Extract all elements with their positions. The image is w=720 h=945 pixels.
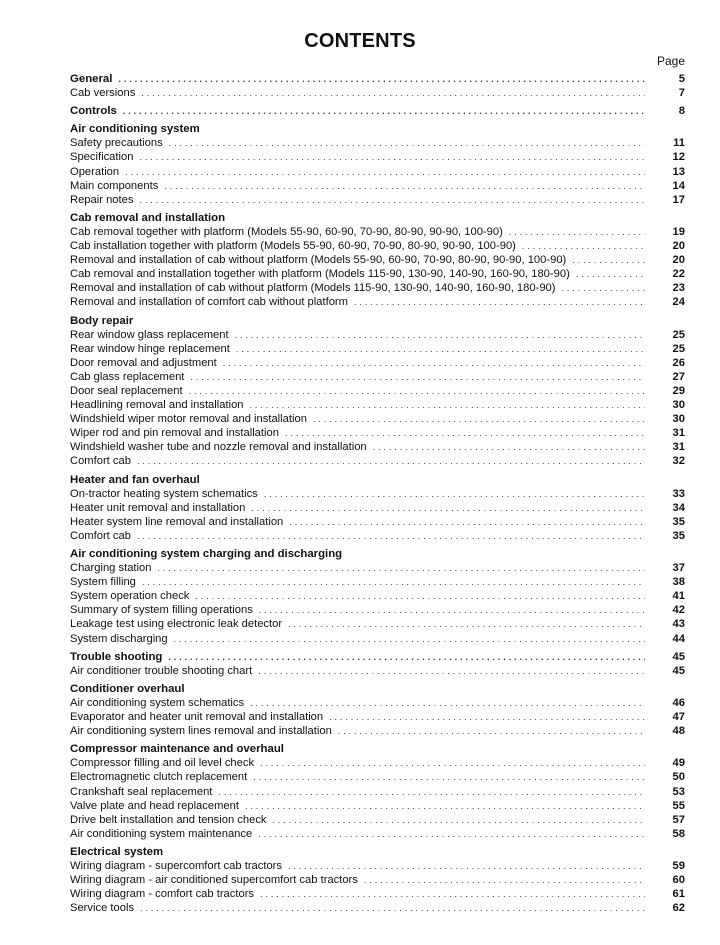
toc-entry[interactable]: [70, 501, 685, 515]
dot-leader: [273, 813, 645, 827]
toc-entry-title: Leakage test using electronic leak detector: [70, 618, 283, 631]
toc-section-heading[interactable]: [70, 122, 685, 136]
toc-page-number: 20: [672, 254, 685, 267]
toc-entry-title: Windshield washer tube and nozzle removal and installation: [70, 441, 367, 454]
toc-entry-title: General: [70, 73, 113, 85]
toc-entry-title: Windshield wiper motor removal and installation: [70, 413, 307, 426]
toc-entry[interactable]: [70, 136, 685, 150]
toc-entry-title: Headlining removal and installation: [70, 399, 244, 412]
toc-entry[interactable]: [70, 267, 685, 281]
toc-entry[interactable]: [70, 328, 685, 342]
toc-entry[interactable]: [70, 756, 685, 770]
toc-entry[interactable]: [70, 632, 685, 646]
toc-entry-title: System filling: [70, 576, 136, 589]
dot-leader: [253, 770, 645, 784]
toc-entry-title: Door removal and adjustment: [70, 356, 217, 369]
toc-page-number: 43: [672, 618, 685, 631]
dot-leader: [157, 561, 645, 575]
toc-page-number: 57: [672, 813, 685, 826]
toc-entry[interactable]: [70, 440, 685, 454]
toc-page-number: 35: [672, 515, 685, 528]
toc-page-number: 35: [672, 529, 685, 542]
toc-page-number: 24: [672, 296, 685, 309]
toc-entry[interactable]: [70, 356, 685, 370]
toc-entry-title: Operation: [70, 165, 120, 178]
dot-leader: [137, 454, 645, 468]
toc-entry[interactable]: [70, 239, 685, 253]
dot-leader: [285, 426, 645, 440]
toc-entry-title: Body repair: [70, 314, 134, 327]
dot-leader: [338, 724, 645, 738]
dot-leader: [141, 86, 645, 100]
toc-entry[interactable]: [70, 561, 685, 575]
toc-entry[interactable]: [70, 281, 685, 295]
toc-entry-title: Comfort cab: [70, 455, 131, 468]
dot-leader: [235, 328, 645, 342]
toc-entry[interactable]: [70, 295, 685, 309]
dot-leader: [223, 356, 645, 370]
dot-leader: [218, 785, 645, 799]
toc-entry-title: Summary of system filling operations: [70, 604, 253, 617]
toc-entry-title: Air conditioning system: [70, 123, 200, 136]
toc-page-number: 7: [678, 87, 685, 100]
toc-entry-title: Valve plate and head replacement: [70, 799, 239, 812]
dot-leader: [354, 295, 645, 309]
toc-entry[interactable]: [70, 225, 685, 239]
toc-page-number: 45: [672, 664, 685, 677]
toc-entry-title: Compressor filling and oil level check: [70, 757, 255, 770]
toc-page-number: 19: [672, 225, 685, 238]
toc-page-number: 47: [672, 711, 685, 724]
dot-leader: [189, 384, 645, 398]
toc-entry-title: Safety precautions: [70, 137, 163, 150]
toc-entry[interactable]: [70, 342, 685, 356]
toc-section-heading[interactable]: [70, 314, 685, 328]
toc-entry-title: Removal and installation of comfort cab without platform: [70, 296, 348, 309]
dot-leader: [576, 267, 645, 281]
toc-entry-title: Heater system line removal and installation: [70, 515, 284, 528]
toc-entry-title: Air conditioning system lines removal and installation: [70, 725, 332, 738]
table-of-contents: [70, 70, 685, 915]
dot-leader: [313, 412, 645, 426]
toc-entry-title: Cab glass replacement: [70, 370, 185, 383]
toc-entry[interactable]: [70, 253, 685, 267]
toc-page-number: 53: [672, 785, 685, 798]
toc-entry-title: System discharging: [70, 632, 168, 645]
toc-page-number: 5: [678, 73, 685, 85]
toc-entry-title: Cab removal and installation: [70, 211, 226, 224]
toc-entry-title: System operation check: [70, 590, 190, 603]
dot-leader: [562, 281, 646, 295]
toc-page-number: 30: [672, 399, 685, 412]
toc-entry[interactable]: [70, 165, 685, 179]
toc-entry-title: Air conditioning system charging and discharging: [70, 548, 343, 560]
toc-page-number: 61: [672, 888, 685, 901]
toc-page-number: 55: [672, 799, 685, 812]
dot-leader: [289, 515, 645, 529]
dot-leader: [139, 150, 645, 164]
toc-entry[interactable]: [70, 859, 685, 873]
toc-section-heading[interactable]: [70, 682, 685, 696]
dot-leader: [139, 193, 645, 207]
toc-entry[interactable]: [70, 370, 685, 384]
toc-page-number: 29: [672, 384, 685, 397]
toc-entry[interactable]: [70, 150, 685, 164]
dot-leader: [169, 136, 645, 150]
toc-entry[interactable]: [70, 515, 685, 529]
toc-page-number: 20: [672, 240, 685, 253]
toc-page-number: 46: [672, 696, 685, 709]
toc-page-number: 60: [672, 874, 685, 887]
toc-entry-title: Repair notes: [70, 193, 134, 206]
toc-page-number: 11: [673, 137, 685, 150]
toc-page-number: 62: [672, 902, 685, 915]
toc-entry-title: Main components: [70, 179, 159, 192]
dot-leader: [164, 179, 645, 193]
toc-page-number: 23: [672, 282, 685, 295]
toc-section-heading[interactable]: [70, 104, 685, 118]
toc-page-number: 26: [672, 356, 685, 369]
toc-page-number: 34: [672, 501, 685, 514]
dot-leader: [190, 370, 645, 384]
toc-section-heading[interactable]: [70, 845, 685, 859]
dot-leader: [123, 104, 645, 118]
dot-leader: [264, 487, 645, 501]
toc-entry[interactable]: [70, 179, 685, 193]
dot-leader: [509, 225, 645, 239]
toc-entry-title: Removal and installation of cab without platform (Models 55-90, 60-90, 70-90, 80-90, 90-90, 100-90): [70, 254, 567, 267]
toc-entry-title: Cab installation together with platform (Models 55-90, 60-90, 70-90, 80-90, 90-90, 100-90): [70, 240, 516, 253]
toc-entry-title: Cab versions: [70, 87, 136, 100]
toc-entry-title: Air conditioning system schematics: [70, 696, 245, 709]
toc-page-number: 58: [672, 827, 685, 840]
toc-entry-title: Drive belt installation and tension check: [70, 813, 267, 826]
dot-leader: [195, 589, 645, 603]
toc-entry[interactable]: [70, 589, 685, 603]
toc-entry[interactable]: [70, 696, 685, 710]
toc-section-heading[interactable]: [70, 72, 685, 86]
toc-entry-title: Wiring diagram - supercomfort cab tractors: [70, 859, 283, 872]
toc-entry[interactable]: [70, 454, 685, 468]
dot-leader: [260, 756, 645, 770]
toc-page-number: 22: [672, 268, 685, 281]
toc-entry[interactable]: [70, 785, 685, 799]
toc-entry-title: Comfort cab: [70, 529, 131, 542]
toc-entry-title: Air conditioner trouble shooting chart: [70, 664, 253, 677]
toc-page-number: 42: [672, 604, 685, 617]
toc-entry-title: Electrical system: [70, 845, 164, 858]
dot-leader: [140, 901, 645, 915]
toc-page-number: 44: [672, 632, 685, 645]
dot-leader: [236, 342, 645, 356]
toc-page-number: 33: [672, 487, 685, 500]
toc-entry[interactable]: [70, 664, 685, 678]
toc-section-heading[interactable]: [70, 742, 685, 756]
dot-leader: [364, 873, 645, 887]
dot-leader: [572, 253, 645, 267]
dot-leader: [118, 72, 645, 86]
toc-page-number: 25: [672, 342, 685, 355]
dot-leader: [142, 575, 645, 589]
toc-entry-title: Wiper rod and pin removal and installation: [70, 427, 279, 440]
dot-leader: [373, 440, 645, 454]
toc-entry[interactable]: [70, 770, 685, 784]
toc-entry[interactable]: [70, 617, 685, 631]
toc-entry-title: Door seal replacement: [70, 384, 183, 397]
toc-entry[interactable]: [70, 384, 685, 398]
toc-entry-title: Rear window glass replacement: [70, 328, 229, 341]
toc-page-number: 37: [672, 562, 685, 575]
toc-entry[interactable]: [70, 398, 685, 412]
toc-page-number: 30: [672, 413, 685, 426]
toc-entry[interactable]: [70, 426, 685, 440]
toc-entry[interactable]: [70, 799, 685, 813]
toc-page-number: 25: [672, 328, 685, 341]
toc-entry-title: Electromagnetic clutch replacement: [70, 771, 248, 784]
toc-entry-title: Wiring diagram - air conditioned supercomfort cab tractors: [70, 874, 358, 887]
dot-leader: [168, 650, 645, 664]
dot-leader: [329, 710, 645, 724]
toc-page-number: 41: [672, 590, 685, 603]
dot-leader: [245, 799, 645, 813]
toc-page-number: 31: [672, 441, 685, 454]
toc-entry-title: Cab removal together with platform (Models 55-90, 60-90, 70-90, 80-90, 90-90, 100-90): [70, 225, 503, 238]
toc-page-number: 32: [672, 455, 685, 468]
toc-page-number: 48: [672, 725, 685, 738]
page-column-label: Page: [656, 54, 685, 68]
toc-entry-title: Wiring diagram - comfort cab tractors: [70, 888, 255, 901]
toc-page-number: 50: [672, 771, 685, 784]
toc-page-number: 8: [678, 105, 685, 118]
page-title: CONTENTS: [304, 30, 416, 52]
toc-entry-title: Rear window hinge replacement: [70, 342, 230, 355]
toc-entry[interactable]: [70, 887, 685, 901]
toc-page-number: 59: [672, 859, 685, 872]
toc-entry-title: Conditioner overhaul: [70, 682, 185, 695]
toc-entry[interactable]: [70, 901, 685, 915]
toc-entry-title: Crankshaft seal replacement: [70, 785, 213, 798]
toc-entry[interactable]: [70, 529, 685, 543]
toc-page-number: 45: [672, 650, 685, 663]
toc-entry[interactable]: [70, 575, 685, 589]
toc-page-number: 49: [672, 757, 685, 770]
toc-section-heading[interactable]: [70, 211, 685, 225]
toc-entry[interactable]: [70, 412, 685, 426]
toc-section-heading[interactable]: [70, 547, 685, 561]
toc-entry[interactable]: [70, 86, 685, 100]
dot-leader: [259, 603, 645, 617]
toc-entry-title: Charging station: [70, 562, 152, 575]
toc-entry-title: Trouble shooting: [70, 650, 163, 663]
toc-section-heading[interactable]: [70, 650, 685, 664]
dot-leader: [125, 165, 645, 179]
toc-entry-title: Compressor maintenance and overhaul: [70, 743, 284, 756]
dot-leader: [288, 859, 645, 873]
dot-leader: [250, 398, 645, 412]
dot-leader: [258, 664, 645, 678]
toc-entry[interactable]: [70, 724, 685, 738]
dot-leader: [258, 827, 645, 841]
toc-page-number: 17: [672, 193, 685, 206]
dot-leader: [522, 239, 645, 253]
toc-page-number: 38: [672, 576, 685, 589]
toc-section-heading[interactable]: [70, 473, 685, 487]
toc-entry[interactable]: [70, 487, 685, 501]
dot-leader: [137, 529, 645, 543]
toc-entry-title: Heater unit removal and installation: [70, 501, 246, 514]
toc-entry-title: Cab removal and installation together with platform (Models 115-90, 130-90, 140-90, 160-90, 180-90): [70, 268, 570, 281]
toc-entry-title: Service tools: [70, 902, 135, 915]
toc-page-number: 31: [672, 427, 685, 440]
toc-entry-title: Removal and installation of cab without platform (Models 115-90, 130-90, 140-90, 160-90, 180-90): [70, 282, 556, 295]
toc-entry-title: Evaporator and heater unit removal and installation: [70, 711, 324, 724]
dot-leader: [260, 887, 645, 901]
toc-entry-title: Specification: [70, 151, 134, 164]
toc-entry[interactable]: [70, 813, 685, 827]
dot-leader: [250, 696, 645, 710]
toc-entry[interactable]: [70, 827, 685, 841]
toc-entry-title: Air conditioning system maintenance: [70, 827, 253, 840]
toc-entry-title: Heater and fan overhaul: [70, 473, 200, 486]
toc-page-number: 12: [672, 151, 685, 164]
toc-page-number: 27: [672, 370, 685, 383]
dot-leader: [288, 617, 645, 631]
dot-leader: [174, 632, 645, 646]
toc-page-number: 13: [672, 165, 685, 178]
toc-page-number: 14: [672, 179, 685, 192]
toc-entry[interactable]: [70, 710, 685, 724]
toc-entry[interactable]: [70, 603, 685, 617]
toc-entry[interactable]: [70, 193, 685, 207]
toc-entry[interactable]: [70, 873, 685, 887]
toc-entry-title: Controls: [70, 105, 117, 118]
toc-entry-title: On-tractor heating system schematics: [70, 487, 258, 500]
dot-leader: [251, 501, 645, 515]
